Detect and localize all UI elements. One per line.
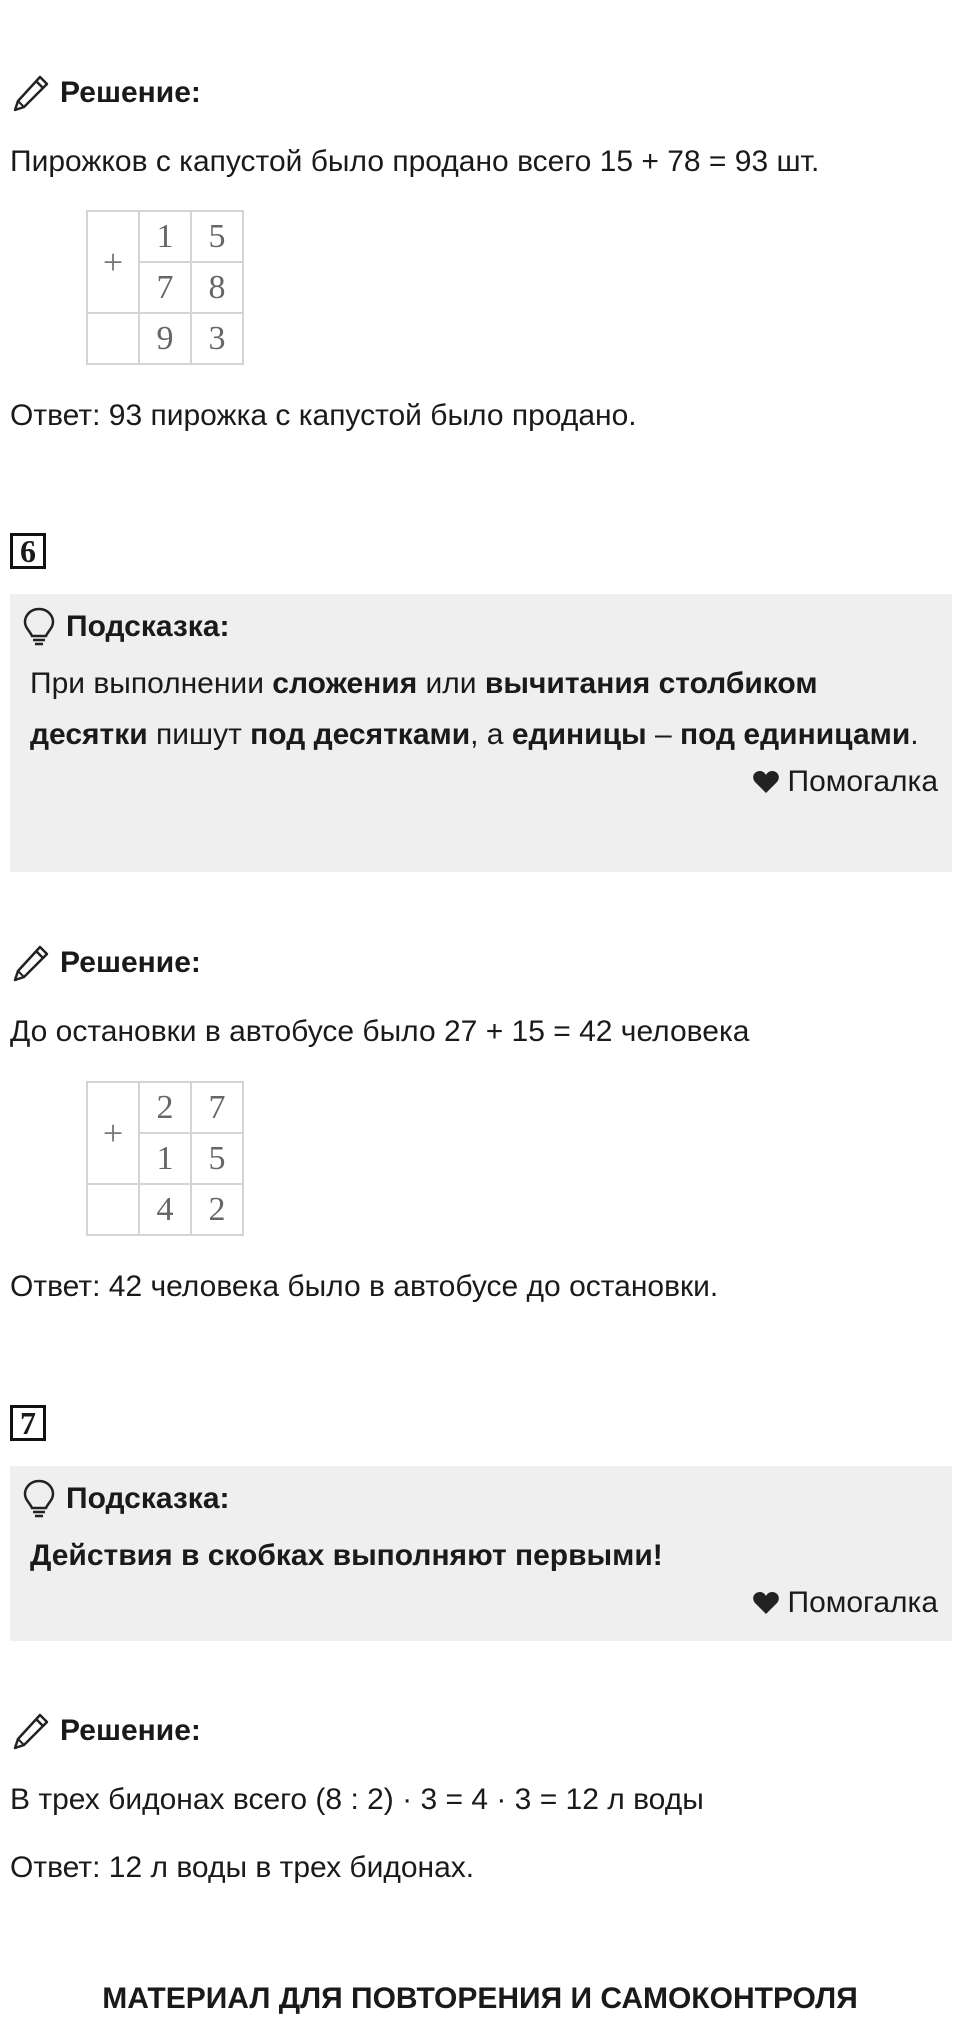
- hint-text-run: сложения: [272, 667, 418, 700]
- digit-cell: 7: [139, 262, 191, 313]
- digit-cell: 8: [191, 262, 243, 313]
- hint-heading: [22, 604, 940, 650]
- pomogalka-link[interactable]: [22, 1581, 940, 1625]
- hint-text-run: .: [910, 718, 919, 751]
- hint-heading: [22, 1476, 940, 1522]
- hint-text-run: вычитания столбиком десятки: [30, 667, 818, 751]
- solution-label: Решение:: [60, 946, 201, 979]
- task-number: 7: [10, 1405, 46, 1441]
- pencil-icon: [10, 942, 52, 984]
- digit-cell: 2: [139, 1082, 191, 1133]
- hint-text-run: пишут: [147, 718, 251, 751]
- hint-text: Действия в скобках выполняют первыми!: [30, 1539, 663, 1572]
- digit-cell: 1: [139, 211, 191, 262]
- sum-digit-cell: 3: [191, 313, 243, 364]
- digit-cell: 5: [191, 1133, 243, 1184]
- answer-text: Ответ: 42 человека было в автобусе до остановки.: [10, 1270, 719, 1303]
- section-heading: МАТЕРИАЛ ДЛЯ ПОВТОРЕНИЯ И САМОКОНТРОЛЯ: [102, 1982, 858, 2015]
- pomogalka-label: Помогалка: [787, 765, 938, 798]
- pomogalka-link[interactable]: [22, 760, 940, 804]
- pencil-icon: [10, 1710, 52, 1752]
- sum-digit-cell: 2: [191, 1184, 243, 1235]
- digit-cell: 7: [191, 1082, 243, 1133]
- solution-text: В трех бидонах всего (8 : 2) · 3 = 4 · 3 = 12 л воды: [10, 1783, 704, 1816]
- solution-text: Пирожков с капустой было продано всего 15 + 78 = 93 шт.: [10, 145, 820, 178]
- empty-cell: [87, 313, 139, 364]
- lightbulb-icon: [22, 1478, 56, 1520]
- heart-icon: [752, 769, 780, 795]
- answer-text: Ответ: 93 пирожка с капустой было продано.: [10, 399, 637, 432]
- hint-label: Подсказка:: [66, 610, 230, 643]
- sum-digit-cell: 4: [139, 1184, 191, 1235]
- solution-text: До остановки в автобусе было 27 + 15 = 42 человека: [10, 1015, 750, 1048]
- hint-label: Подсказка:: [66, 1482, 230, 1515]
- digit-cell: 5: [191, 211, 243, 262]
- pencil-icon: [10, 72, 52, 114]
- task-number: 6: [10, 533, 46, 569]
- lightbulb-icon: [22, 606, 56, 648]
- plus-sign: +: [87, 211, 139, 313]
- hint-text-run: –: [646, 718, 680, 751]
- answer-text: Ответ: 12 л воды в трех бидонах.: [10, 1851, 475, 1884]
- hint-text-run: единицы: [511, 718, 647, 751]
- hint-text-run: под единицами: [680, 718, 911, 751]
- column-addition: [86, 1081, 244, 1236]
- hint-box: [10, 1466, 952, 1641]
- pomogalka-label: Помогалка: [787, 1586, 938, 1619]
- sum-digit-cell: 9: [139, 313, 191, 364]
- hint-box: [10, 594, 952, 872]
- hint-text-run: или: [417, 667, 485, 700]
- solution-heading: [10, 1710, 201, 1752]
- hint-text-run: под десятками: [250, 718, 471, 751]
- hint-text-run: , а: [470, 718, 512, 751]
- solution-heading: [10, 72, 201, 114]
- hint-text-run: При выполнении: [30, 667, 273, 700]
- column-addition: [86, 210, 244, 365]
- hint-text: [22, 650, 940, 760]
- heart-icon: [752, 1590, 780, 1616]
- digit-cell: 1: [139, 1133, 191, 1184]
- solution-label: Решение:: [60, 1714, 201, 1747]
- plus-sign: +: [87, 1082, 139, 1184]
- empty-cell: [87, 1184, 139, 1235]
- solution-heading: [10, 942, 201, 984]
- solution-label: Решение:: [60, 76, 201, 109]
